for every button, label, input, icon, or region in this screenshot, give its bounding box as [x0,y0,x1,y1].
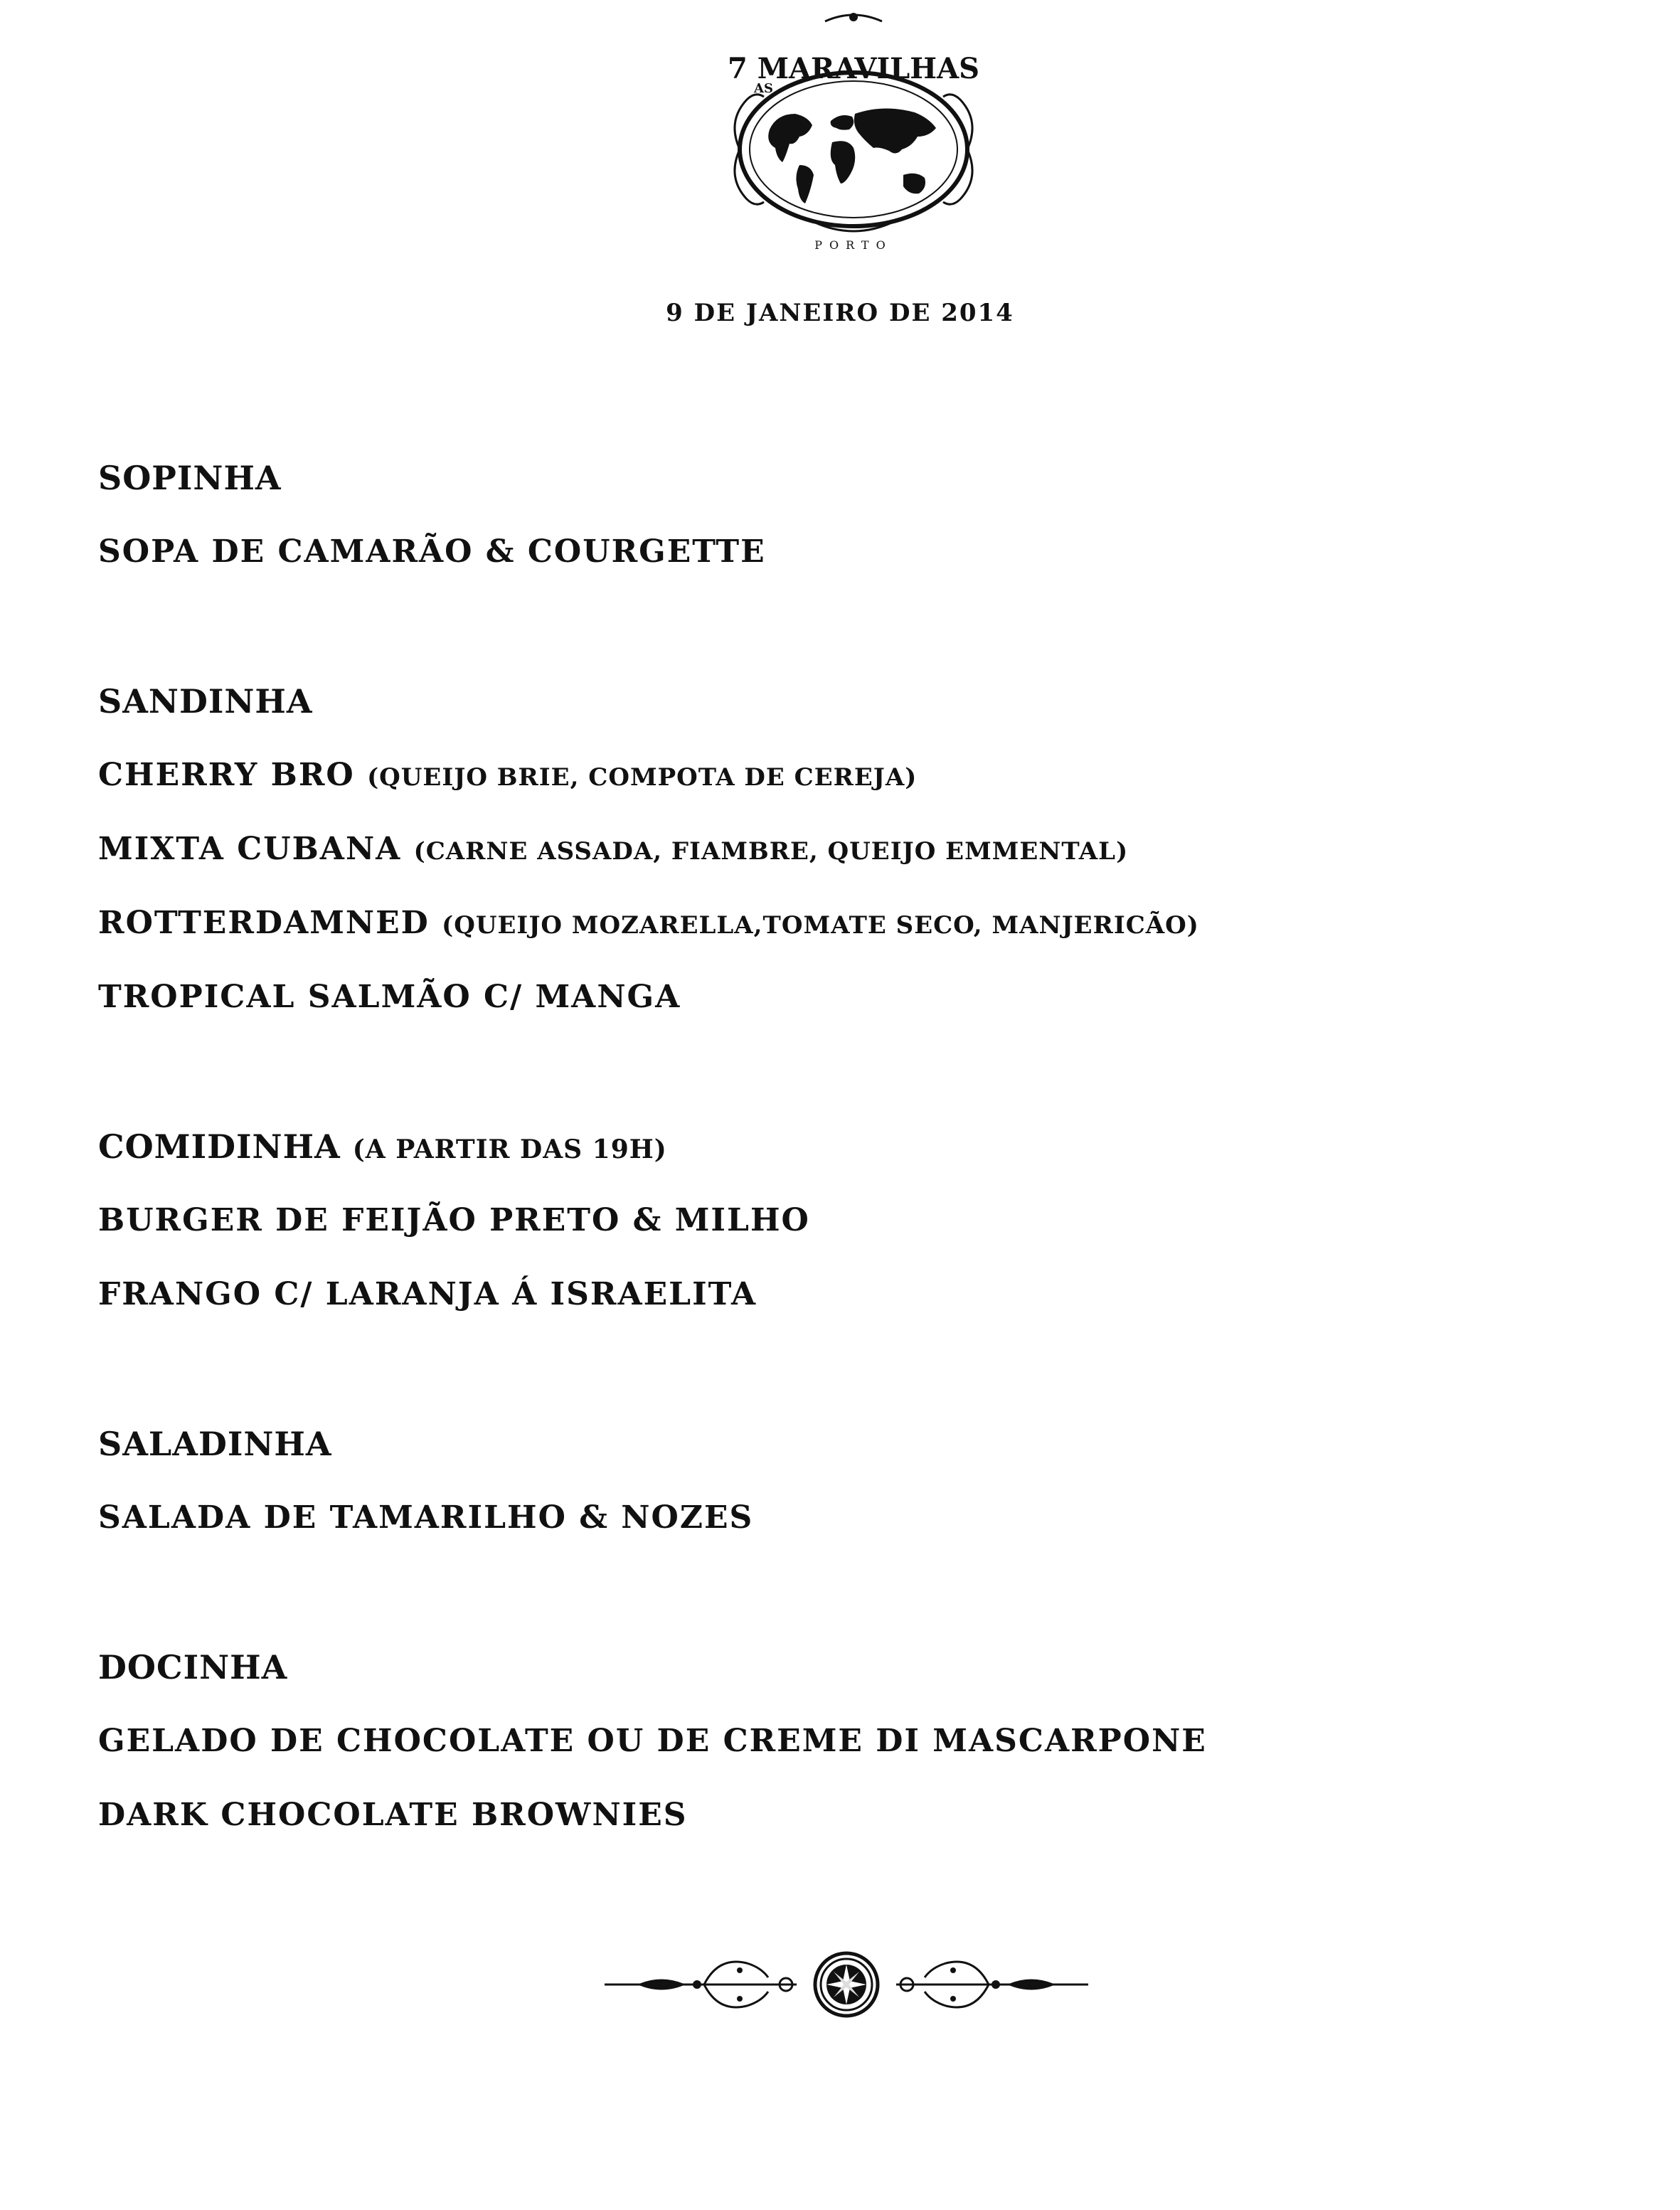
world-map-icon [768,108,936,203]
section-title [98,1407,1592,1481]
menu-item [98,960,1592,1034]
menu-item-name: DARK CHOCOLATE BROWNIES [98,1797,688,1833]
menu-item-name: ROTTERDAMNED [98,905,430,941]
section-title [98,441,1592,515]
menu-item [98,1481,1592,1555]
section-title-text: SANDINHA [98,682,313,721]
restaurant-logo [725,7,982,263]
menu-section [98,1630,1592,1852]
section-title [98,664,1592,738]
menu-item-name: SOPA DE CAMARÃO & COURGETTE [98,533,766,570]
menu-item [98,738,1592,812]
section-title-text: SALADINHA [98,1425,332,1463]
menu-item [98,1704,1592,1778]
menu-item-name: TROPICAL SALMÃO C/ MANGA [98,979,681,1015]
logo-text-as: AS [754,81,773,96]
menu-item-description: (CARNE ASSADA, FIAMBRE, QUEIJO EMMENTAL) [413,837,1129,866]
menu-item-name: CHERRY BRO [98,757,355,793]
compass-rose-divider-icon [597,1949,1095,2020]
menu-item [98,1184,1592,1258]
section-title-text: DOCINHA [98,1648,288,1686]
section-title [98,1110,1592,1184]
menu-section [98,1110,1592,1332]
menu-section [98,664,1592,1034]
logo-text-main: 7 MARAVILHAS [727,52,980,85]
menu-item [98,886,1592,960]
logo-text-porto: PORTO [814,238,893,252]
menu-item [98,1778,1592,1852]
menu-item [98,812,1592,886]
menu-item-name: SALADA DE TAMARILHO & NOZES [98,1499,754,1536]
menu-item-name: GELADO DE CHOCOLATE OU DE CREME DI MASCARPONE [98,1723,1207,1759]
menu-section [98,441,1592,589]
section-title-text: SOPINHA [98,459,282,497]
menu-item [98,1258,1592,1332]
menu-list [98,441,1592,1928]
section-title [98,1630,1592,1704]
menu-item-name: FRANGO C/ LARANJA Á ISRAELITA [98,1276,757,1312]
menu-item-name: MIXTA CUBANA [98,831,402,867]
section-title-text: COMIDINHA [98,1127,341,1166]
menu-date: 9 DE JANEIRO DE 2014 [666,299,1014,327]
menu-item [98,515,1592,589]
section-note: (A PARTIR DAS 19H) [352,1135,667,1164]
menu-item-description: (QUEIJO MOZARELLA,TOMATE SECO, MANJERICÃO) [442,911,1199,940]
menu-item-name: BURGER DE FEIJÃO PRETO & MILHO [98,1202,810,1238]
menu-item-description: (QUEIJO BRIE, COMPOTA DE CEREJA) [367,763,918,792]
menu-section [98,1407,1592,1555]
